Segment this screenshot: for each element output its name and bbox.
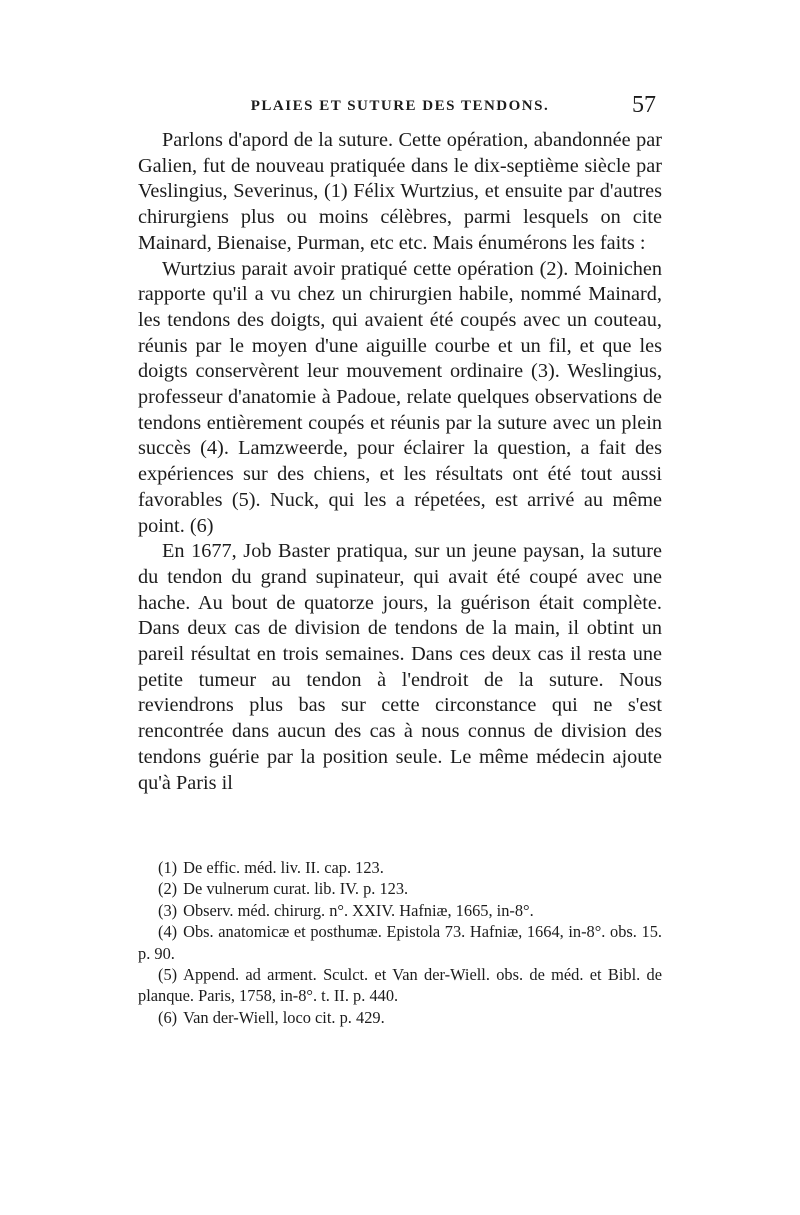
footnote-number: (3) (158, 900, 178, 920)
footnote (138, 878, 662, 899)
footnote-text: De vulnerum curat. lib. IV. p. 123. (183, 879, 409, 899)
footnote-text: De effic. méd. liv. II. cap. 123. (183, 858, 384, 877)
page-number: 57 (632, 92, 656, 118)
footnote-number: (5) (158, 965, 178, 985)
footnote-number: (4) (158, 922, 178, 942)
footnotes (138, 857, 662, 1028)
paragraph: Wurtzius parait avoir pratiqué cette opération (2). Moinichen rapporte qu'il a vu chez un chirurgien habile, nommé Mainard, les tendons des doigts, qui avaient été coupés avec un couteau, réunis par le moyen d'une aiguille courbe et un fil, et que les doigts conservèrent leur mouvement ordinaire (3). Weslingius, professeur d'anatomie à Padoue, relate quelques observations de tendons entièrement coupés et réunis par la suture avec un plein succès (4). Lamzweerde, pour éclairer la question, a fait des expériences sur des chiens, et les résultats ont été tout aussi favorables (5). Nuck, qui les a répetées, est arrivé au même point. (6) (138, 257, 662, 537)
footnote-text: Obs. anatomicæ et posthumæ. Epistola 73. Hafniæ, 1664, in-8°. obs. 15. p. 90. (138, 922, 662, 963)
footnote-text: Van der-Wiell, loco cit. p. 429. (183, 1007, 385, 1027)
footnote-number: (1) (158, 858, 178, 877)
footnote-number: (6) (158, 1007, 178, 1027)
footnote-number: (2) (158, 879, 178, 899)
footnote (138, 921, 662, 964)
body-text (138, 128, 662, 796)
page-header (140, 92, 660, 126)
paragraph: Parlons d'apord de la suture. Cette opération, abandonnée par Galien, fut de nouveau pratiquée dans le dix-septième siècle par Veslingius, Severinus, (1) Félix Wurtzius, et ensuite par d'autres chirurgiens plus ou moins célèbres, parmi lesquels on cite Mainard, Bienaise, Purman, etc etc. Mais énumérons les faits : (138, 129, 662, 254)
footnote (138, 964, 662, 1007)
footnote-text: Append. ad arment. Sculct. et Van der-Wiell. obs. de méd. et Bibl. de planque. Paris, 1758, in-8°. t. II. p. 440. (138, 965, 662, 1006)
paragraph: En 1677, Job Baster pratiqua, sur un jeune paysan, la suture du tendon du grand supinateur, qui avait été coupé avec une hache. Au bout de quatorze jours, la guérison était complète. Dans deux cas de division de tendons de la main, il obtint un pareil résultat en trois semaines. Dans ces deux cas il resta une petite tumeur au tendon à l'endroit de la suture. Nous reviendrons plus bas sur cette circonstance qui ne s'est rencontrée dans aucun des cas à nous connus de division des tendons guérie par la position seule. Le même médecin ajoute qu'à Paris il (138, 540, 662, 794)
footnote (138, 1007, 662, 1028)
running-head: PLAIES ET SUTURE DES TENDONS. (250, 98, 550, 114)
footnote (138, 900, 662, 921)
footnote (138, 857, 662, 878)
footnote-text: Observ. méd. chirurg. n°. XXIV. Hafniæ, 1665, in-8°. (183, 900, 534, 920)
